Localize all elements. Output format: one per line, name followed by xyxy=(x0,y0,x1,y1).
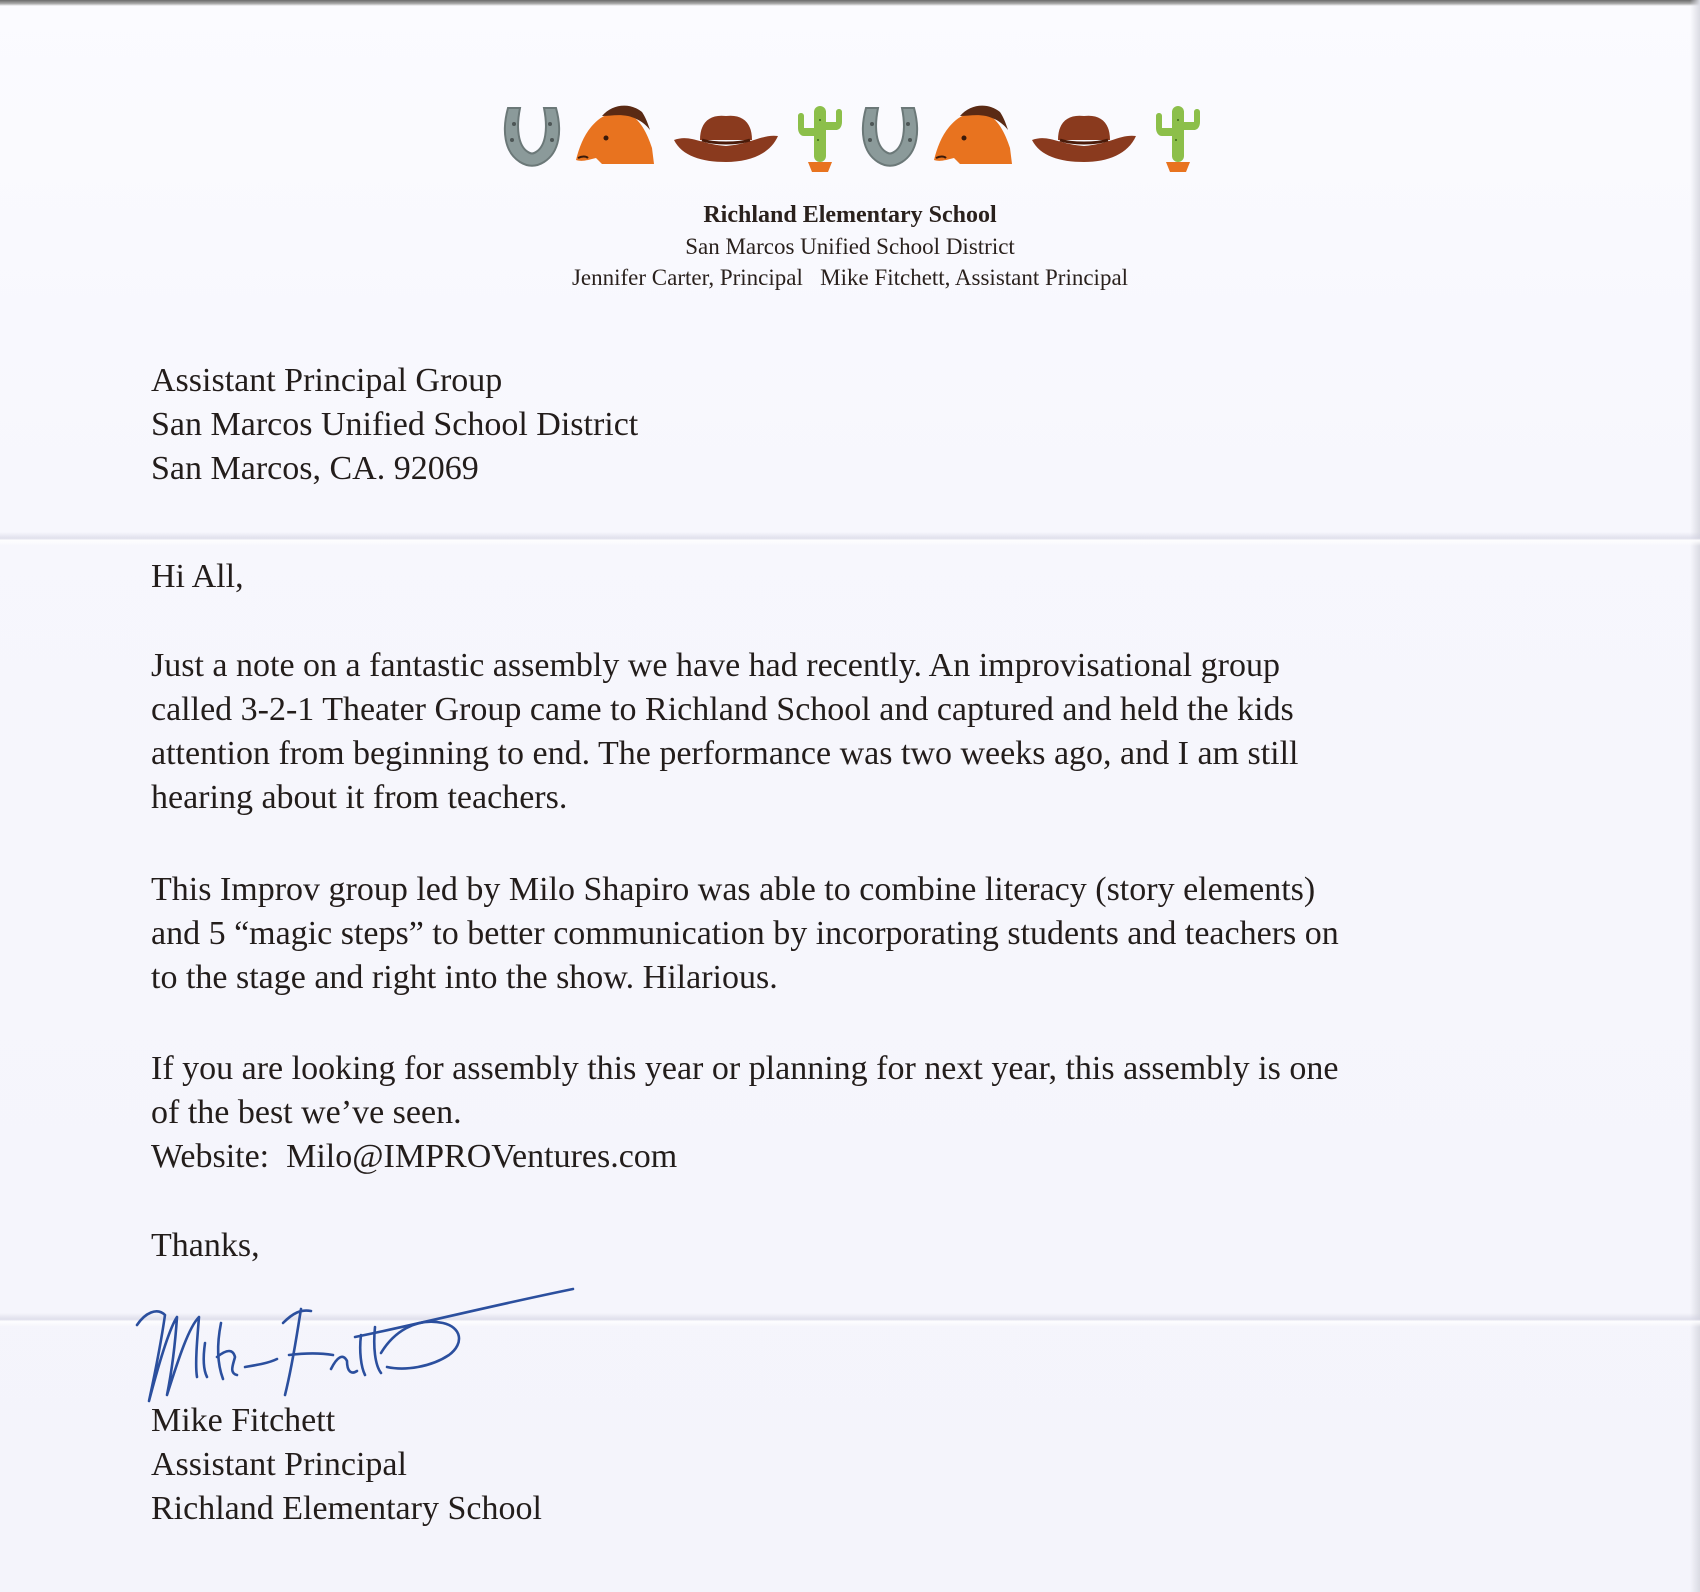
sender-block xyxy=(151,1399,542,1531)
recipient-line: San Marcos, CA. 92069 xyxy=(151,450,479,487)
paragraph-line: hearing about it from teachers. xyxy=(151,779,568,816)
recipient-address xyxy=(151,359,638,491)
cowboy-hat-icon xyxy=(1028,100,1140,170)
cowboy-hat-icon xyxy=(670,100,782,170)
greeting: Hi All, xyxy=(151,558,244,595)
horse-head-icon xyxy=(930,100,1016,170)
cactus-icon xyxy=(792,100,848,172)
paragraph-1 xyxy=(151,644,1299,820)
letterhead-district: San Marcos Unified School District xyxy=(685,234,1015,259)
recipient-line: Assistant Principal Group xyxy=(151,362,503,399)
paper-fold-upper xyxy=(0,532,1700,546)
paragraph-line: and 5 “magic steps” to better communication by incorporating students and teachers on xyxy=(151,915,1339,952)
recipient-line: San Marcos Unified School District xyxy=(151,406,639,443)
letterhead xyxy=(0,200,1700,293)
paragraph-line: If you are looking for assembly this year or planning for next year, this assembly is one xyxy=(151,1050,1339,1087)
sender-school: Richland Elementary School xyxy=(151,1490,542,1527)
paragraph-2 xyxy=(151,868,1339,1000)
website-line: Website: Milo@IMPROVentures.com xyxy=(151,1138,678,1175)
horseshoe-icon xyxy=(500,100,564,170)
letterhead-school-name: Richland Elementary School xyxy=(703,202,997,228)
paragraph-line: This Improv group led by Milo Shapiro was able to combine literacy (story elements) xyxy=(151,871,1316,908)
horse-head-icon xyxy=(572,100,658,170)
paragraph-line: attention from beginning to end. The performance was two weeks ago, and I am still xyxy=(151,735,1299,772)
paragraph-line: Just a note on a fantastic assembly we have had recently. An improvisational group xyxy=(151,647,1280,684)
paper-top-edge xyxy=(0,0,1700,6)
paragraph-line: called 3-2-1 Theater Group came to Richland School and captured and held the kids xyxy=(151,691,1294,728)
paragraph-line: to the stage and right into the show. Hilarious. xyxy=(151,959,778,996)
letterhead-icon-row xyxy=(500,100,1210,180)
paragraph-3 xyxy=(151,1047,1338,1179)
letterhead-staff: Jennifer Carter, Principal Mike Fitchett, Assistant Principal xyxy=(571,265,1129,290)
sender-name: Mike Fitchett xyxy=(151,1402,336,1439)
cactus-icon xyxy=(1150,100,1206,172)
paragraph-line: of the best we’ve seen. xyxy=(151,1094,462,1131)
horseshoe-icon xyxy=(858,100,922,170)
closing: Thanks, xyxy=(151,1227,260,1264)
sender-title: Assistant Principal xyxy=(151,1446,407,1483)
